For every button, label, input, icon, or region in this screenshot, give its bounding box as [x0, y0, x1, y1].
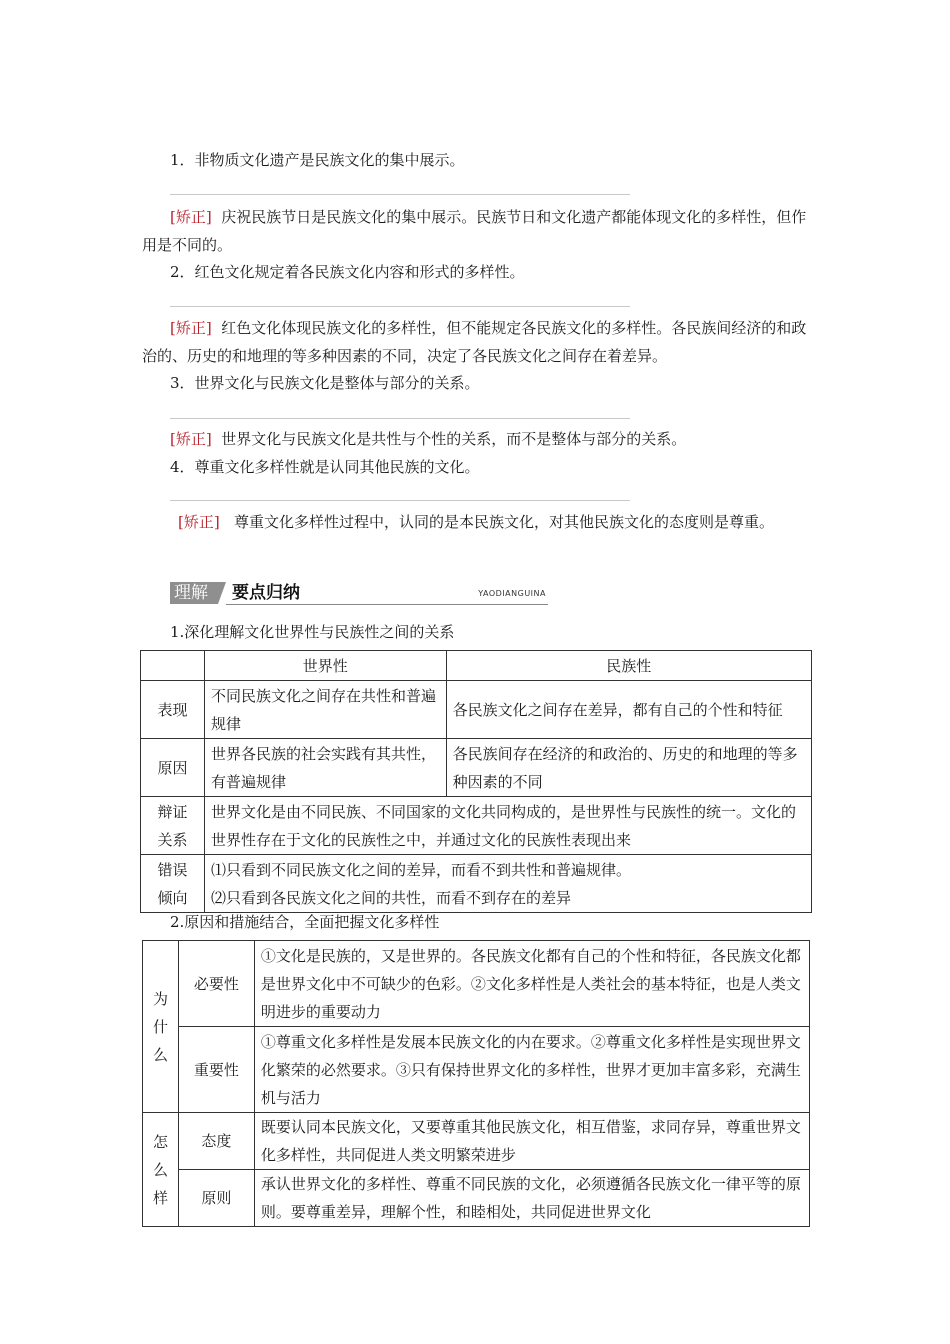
- row-text: 既要认同本民族文化，又要尊重其他民族文化，相互借鉴，求同存异，尊重世界文化多样性，共同促进人类文明繁荣进步: [254, 1113, 809, 1170]
- row-national-cell: 各民族间存在经济的和政治的、历史的和地理的等多种因素的不同: [446, 739, 811, 797]
- banner-label: 理解: [170, 582, 226, 604]
- header-national: 民族性: [446, 651, 811, 681]
- row-text: ①尊重文化多样性是发展本民族文化的内在要求。②尊重文化多样性是实现世界文化繁荣的必然要求。③只有保持世界文化的多样性，世界才更加丰富多彩，充满生机与活力: [254, 1027, 809, 1113]
- banner-rule: [226, 604, 548, 605]
- row-text: 承认世界文化的多样性、尊重不同民族的文化，必须遵循各民族文化一律平等的原则。要尊重差异，理解个性，和睦相处，共同促进世界文化: [254, 1170, 809, 1227]
- table-row: [143, 1170, 810, 1227]
- correction-text: 红色文化体现民族文化的多样性，但不能规定各民族文化的多样性。各民族间经济的和政治的、历史的和地理的等多种因素的不同，决定了各民族文化之间存在着差异。: [142, 319, 807, 365]
- question-2: 2．红色文化规定着各民族文化内容和形式的多样性。: [170, 263, 525, 281]
- question-1: 1．非物质文化遗产是民族文化的集中展示。: [170, 151, 465, 169]
- table-row: [141, 681, 812, 739]
- correction-4: [142, 508, 812, 536]
- correction-text: 世界文化与民族文化是共性与个性的关系，而不是整体与部分的关系。: [221, 430, 687, 448]
- row-label: 错误倾向: [141, 855, 205, 913]
- row-national-cell: 各民族文化之间存在差异，都有自己的个性和特征: [446, 681, 811, 739]
- errors-cell: [204, 855, 811, 913]
- row-label: 重要性: [178, 1027, 254, 1113]
- section2-heading: 2.原因和措施结合，全面把握文化多样性: [170, 913, 440, 931]
- dialectic-cell: 世界文化是由不同民族、不同国家的文化共同构成的，是世界性与民族性的统一。文化的世界性存在于文化的民族性之中，并通过文化的民族性表现出来: [204, 797, 811, 855]
- section-banner: [170, 581, 548, 605]
- row-label: 态度: [178, 1113, 254, 1170]
- table-row: [141, 855, 812, 913]
- diversity-table: [142, 940, 810, 1227]
- row-label: 必要性: [178, 941, 254, 1027]
- correction-1: [142, 203, 812, 259]
- table-row: [141, 797, 812, 855]
- answer-blank-4: [170, 500, 630, 501]
- correction-tag: [矫正]: [170, 208, 212, 226]
- header-world: 世界性: [204, 651, 446, 681]
- banner-title: 要点归纳: [232, 583, 300, 603]
- answer-blank-1: [170, 194, 630, 195]
- correction-text: 尊重文化多样性过程中，认同的是本民族文化，对其他民族文化的态度则是尊重。: [234, 513, 775, 531]
- correction-3: [142, 425, 812, 453]
- table-row: [141, 739, 812, 797]
- row-world-cell: 世界各民族的社会实践有其共性，有普遍规律: [204, 739, 446, 797]
- row-label: 原则: [178, 1170, 254, 1227]
- row-label: 辩证关系: [141, 797, 205, 855]
- section1-heading: 1.深化理解文化世界性与民族性之间的关系: [170, 623, 455, 641]
- world-national-table: [140, 650, 812, 913]
- table-row: [143, 941, 810, 1027]
- row-label: 原因: [141, 739, 205, 797]
- correction-tag: [矫正]: [170, 319, 212, 337]
- correction-tag: [矫正]: [170, 430, 212, 448]
- correction-tag: [矫正]: [178, 513, 220, 531]
- row-text: ①文化是民族的，又是世界的。各民族文化都有自己的个性和特征，各民族文化都是世界文化中不可缺少的色彩。②文化多样性是人类社会的基本特征，也是人类文明进步的重要动力: [254, 941, 809, 1027]
- table-row: [143, 1027, 810, 1113]
- error-1: ⑴只看到不同民族文化之间的差异，而看不到共性和普遍规律。: [210, 860, 631, 879]
- row-world-cell: 不同民族文化之间存在共性和普遍规律: [204, 681, 446, 739]
- answer-blank-2: [170, 306, 630, 307]
- question-3: 3．世界文化与民族文化是整体与部分的关系。: [170, 374, 480, 392]
- correction-text: 庆祝民族节日是民族文化的集中展示。民族节日和文化遗产都能体现文化的多样性，但作用是不同的。: [142, 208, 807, 254]
- header-empty: [141, 651, 205, 681]
- table-header-row: [141, 651, 812, 681]
- how-label: 怎么样: [143, 1113, 179, 1227]
- table-row: [143, 1113, 810, 1170]
- row-label: 表现: [141, 681, 205, 739]
- error-2: ⑵只看到各民族文化之间的共性，而看不到存在的差异: [210, 888, 571, 907]
- answer-blank-3: [170, 418, 630, 419]
- question-4: 4．尊重文化多样性就是认同其他民族的文化。: [170, 458, 480, 476]
- banner-pinyin: YAODIANGUINA: [478, 589, 546, 598]
- correction-2: [142, 314, 812, 370]
- why-label: 为什么: [143, 941, 179, 1113]
